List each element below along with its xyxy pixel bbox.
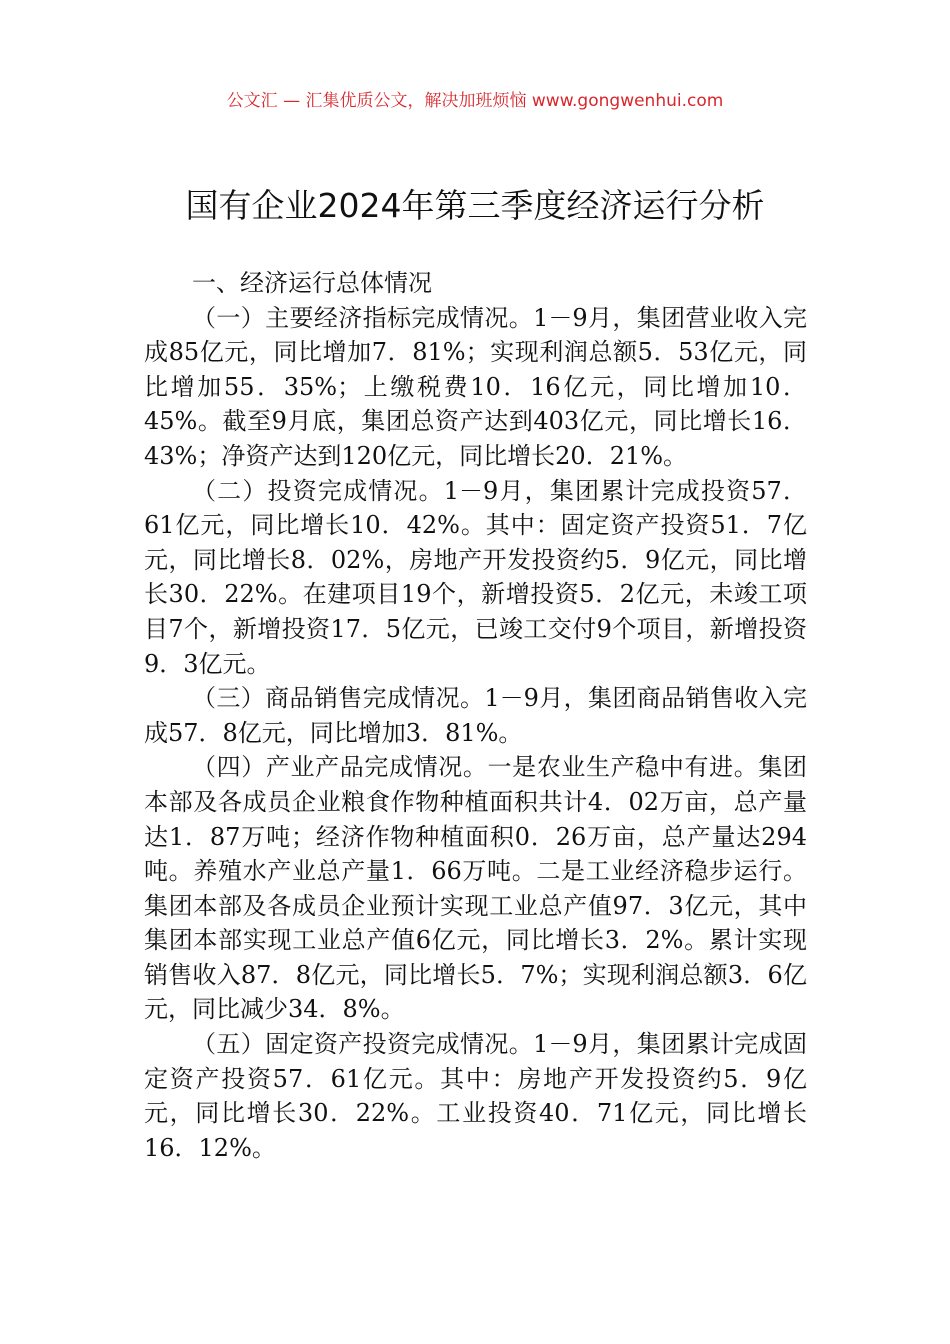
paragraph-sales: （三）商品销售完成情况。1－9月，集团商品销售收入完成57．8亿元，同比增加3．81%。 <box>144 684 807 747</box>
paragraph-industry-products: （四）产业产品完成情况。一是农业生产稳中有进。集团本部及各成员企业粮食作物种植面积共计4．02万亩，总产量达1．87万吨；经济作物种植面积0．26万亩，总产量达294吨。养殖水产业总产量1．66万吨。二是工业经济稳步运行。集团本部及各成员企业预计实现工业总产值97．3亿元，其中集团本部实现工业总产值6亿元，同比增长3．2%。累计实现销售收入87．8亿元，同比增长5．7%；实现利润总额3．6亿元，同比减少34．8%。 <box>144 753 807 1024</box>
paragraph-main-indicators: （一）主要经济指标完成情况。1－9月，集团营业收入完成85亿元，同比增加7．81%；实现利润总额5．53亿元，同比增加55．35%；上缴税费10．16亿元，同比增加10．45%。截至9月底，集团总资产达到403亿元，同比增长16．43%；净资产达到120亿元，同比增长20．21%。 <box>144 303 807 470</box>
watermark-header: 公文汇 — 汇集优质公文，解决加班烦恼 www.gongwenhui.com <box>226 91 724 111</box>
paragraph-fixed-assets: （五）固定资产投资完成情况。1－9月，集团累计完成固定资产投资57．61亿元。其中：房地产开发投资约5．9亿元，同比增长30．22%。工业投资40．71亿元，同比增长16．12%。 <box>144 1030 807 1162</box>
section-heading-overall: 一、经济运行总体情况 <box>192 269 432 297</box>
document-title: 国有企业2024年第三季度经济运行分析 <box>185 186 765 225</box>
paragraph-investment: （二）投资完成情况。1－9月，集团累计完成投资57．61亿元，同比增长10．42%。其中：固定资产投资51．7亿元，同比增长8．02%，房地产开发投资约5．9亿元，同比增长30．22%。在建项目19个，新增投资5．2亿元，未竣工项目7个，新增投资17．5亿元，已竣工交付9个项目，新增投资9．3亿元。 <box>144 476 807 678</box>
document-body <box>144 266 807 1165</box>
